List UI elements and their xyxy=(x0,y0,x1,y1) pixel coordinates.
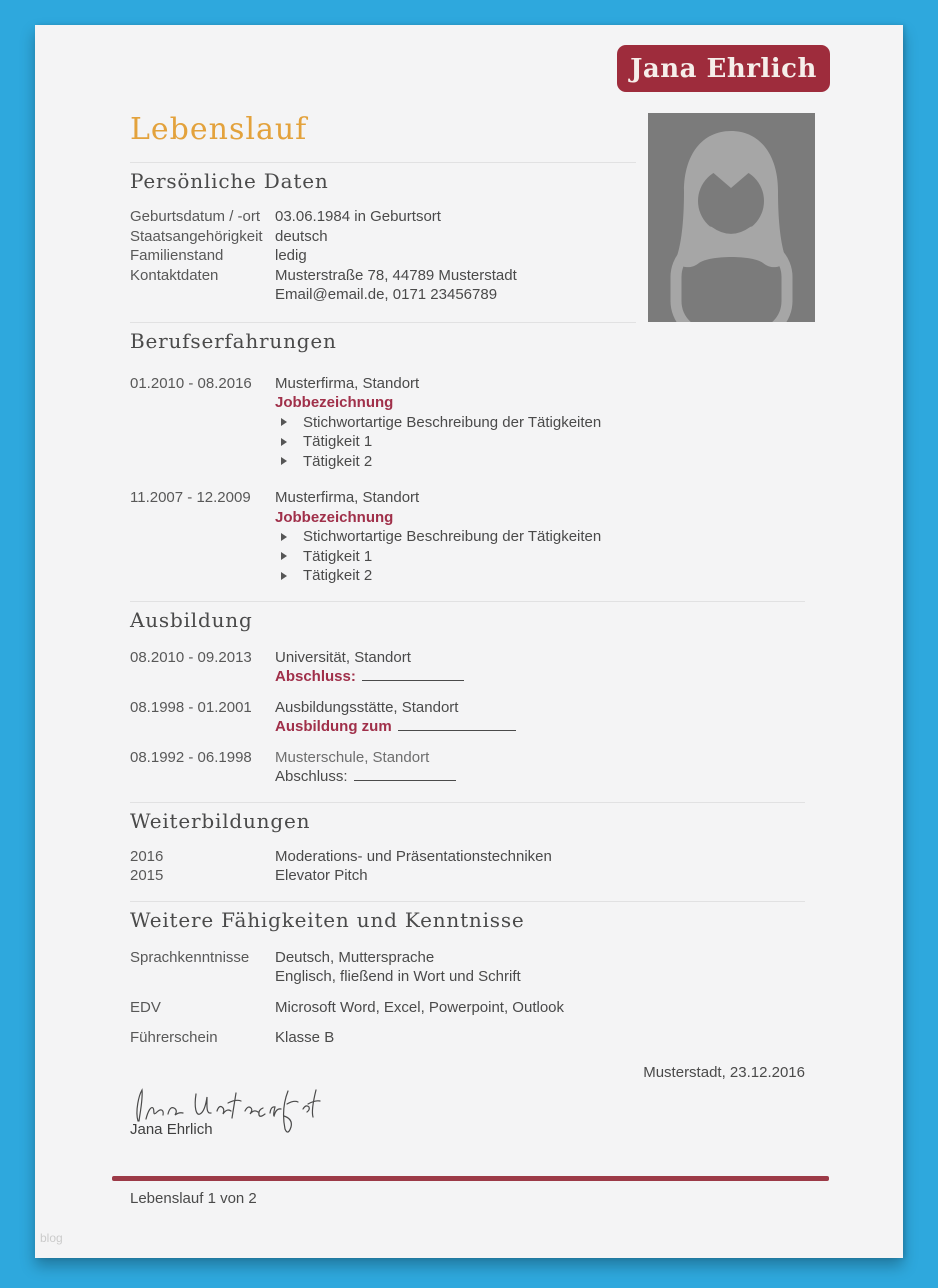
section-heading-personal: Persönliche Daten xyxy=(130,169,329,193)
education-entry xyxy=(130,648,805,687)
bullet-triangle-icon xyxy=(281,572,287,580)
resume-page xyxy=(35,25,903,1258)
printed-name: Jana Ehrlich xyxy=(130,1120,213,1138)
page-title: Lebenslauf xyxy=(130,112,308,147)
place-date: Musterstadt, 23.12.2016 xyxy=(643,1063,805,1081)
degree-label: Ausbildung zum xyxy=(275,718,392,735)
table-row xyxy=(130,866,805,886)
bullet-triangle-icon xyxy=(281,457,287,465)
table-row xyxy=(130,246,805,266)
row-label: Familienstand xyxy=(130,247,224,264)
bullet-item xyxy=(275,527,601,547)
bullet-item xyxy=(275,566,601,586)
bullet-item xyxy=(275,547,601,567)
degree-label: Abschluss: xyxy=(275,768,348,785)
row-value: 03.06.1984 in Geburtsort xyxy=(275,208,441,225)
row-value: Elevator Pitch xyxy=(275,867,368,884)
bullet-text: Tätigkeit 2 xyxy=(303,452,373,470)
footer-rule xyxy=(112,1176,829,1181)
table-row xyxy=(130,948,805,987)
signature-block xyxy=(130,1081,805,1138)
bullet-text: Stichwortartige Beschreibung der Tätigkeiten xyxy=(303,413,602,431)
entry-job-title: Jobbezeichnung xyxy=(275,394,394,411)
fill-in-blank xyxy=(362,668,464,681)
row-label: EDV xyxy=(130,998,161,1016)
training-table xyxy=(130,847,805,886)
row-label: 2015 xyxy=(130,867,164,884)
table-row xyxy=(130,998,805,1018)
fill-in-blank xyxy=(398,718,516,731)
bullet-triangle-icon xyxy=(281,438,287,446)
row-label: Sprachkenntnisse xyxy=(130,948,250,966)
bullet-text: Stichwortartige Beschreibung der Tätigkeiten xyxy=(303,528,602,545)
entry-period: 08.1992 - 06.1998 xyxy=(130,748,252,766)
skills-table xyxy=(130,948,805,1048)
fill-in-blank xyxy=(354,768,456,781)
entry-institution: Ausbildungsstätte, Standort xyxy=(275,698,459,716)
personal-data-table xyxy=(130,207,805,305)
degree-line xyxy=(275,667,464,687)
row-value: ledig xyxy=(275,247,307,264)
section-heading-experience: Berufserfahrungen xyxy=(130,328,337,353)
entry-period: 11.2007 - 12.2009 xyxy=(130,489,251,506)
bullet-item xyxy=(275,413,601,433)
table-row xyxy=(130,266,805,305)
entry-period: 08.2010 - 09.2013 xyxy=(130,648,252,666)
entry-company: Musterfirma, Standort xyxy=(275,489,420,506)
row-label: Geburtsdatum / -ort xyxy=(130,208,261,225)
row-value: Deutsch, Muttersprache xyxy=(275,948,435,966)
education-entry xyxy=(130,748,805,787)
table-row xyxy=(130,227,805,247)
experience-entry xyxy=(130,374,805,472)
main-content xyxy=(130,25,805,1138)
bullet-item xyxy=(275,452,601,472)
table-row xyxy=(130,847,805,867)
row-value: Email@email.de, 0171 23456789 xyxy=(275,286,498,303)
section-heading-education: Ausbildung xyxy=(130,607,253,632)
table-row xyxy=(130,207,805,227)
row-label: Führerschein xyxy=(130,1029,218,1046)
row-value: Englisch, fließend in Wort und Schrift xyxy=(275,968,521,985)
section-heading-training: Weiterbildungen xyxy=(130,808,311,833)
entry-institution: Universität, Standort xyxy=(275,648,411,666)
bullet-triangle-icon xyxy=(281,533,287,541)
bullet-text: Tätigkeit 2 xyxy=(303,567,373,584)
row-label: 2016 xyxy=(130,847,164,865)
name-badge-label: Jana Ehrlich xyxy=(630,53,817,84)
bullet-triangle-icon xyxy=(281,418,287,426)
entry-company: Musterfirma, Standort xyxy=(275,374,420,392)
entry-job-title: Jobbezeichnung xyxy=(275,508,394,526)
row-label: Staatsangehörigkeit xyxy=(130,227,263,245)
degree-label: Abschluss: xyxy=(275,668,356,685)
row-value: deutsch xyxy=(275,227,328,245)
bullet-text: Tätigkeit 1 xyxy=(303,433,373,450)
bullet-item xyxy=(275,432,601,452)
entry-period: 01.2010 - 08.2016 xyxy=(130,374,252,392)
education-entry xyxy=(130,698,805,737)
row-value: Microsoft Word, Excel, Powerpoint, Outlook xyxy=(275,998,564,1016)
watermark-text: blog xyxy=(40,1231,63,1245)
experience-entry xyxy=(130,488,805,586)
section-heading-skills: Weitere Fähigkeiten und Kenntnisse xyxy=(130,907,525,932)
row-value: Moderations- und Präsentationstechniken xyxy=(275,847,552,865)
bullet-triangle-icon xyxy=(281,552,287,560)
row-value: Klasse B xyxy=(275,1029,335,1046)
row-value: Musterstraße 78, 44789 Musterstadt xyxy=(275,266,517,284)
degree-line xyxy=(275,717,516,737)
degree-line xyxy=(275,767,456,787)
table-row xyxy=(130,1028,805,1048)
entry-period: 08.1998 - 01.2001 xyxy=(130,698,252,716)
bullet-text: Tätigkeit 1 xyxy=(303,547,373,565)
entry-institution: Musterschule, Standort xyxy=(275,748,430,766)
row-label: Kontaktdaten xyxy=(130,266,219,284)
footer-page-indicator: Lebenslauf 1 von 2 xyxy=(130,1190,257,1207)
